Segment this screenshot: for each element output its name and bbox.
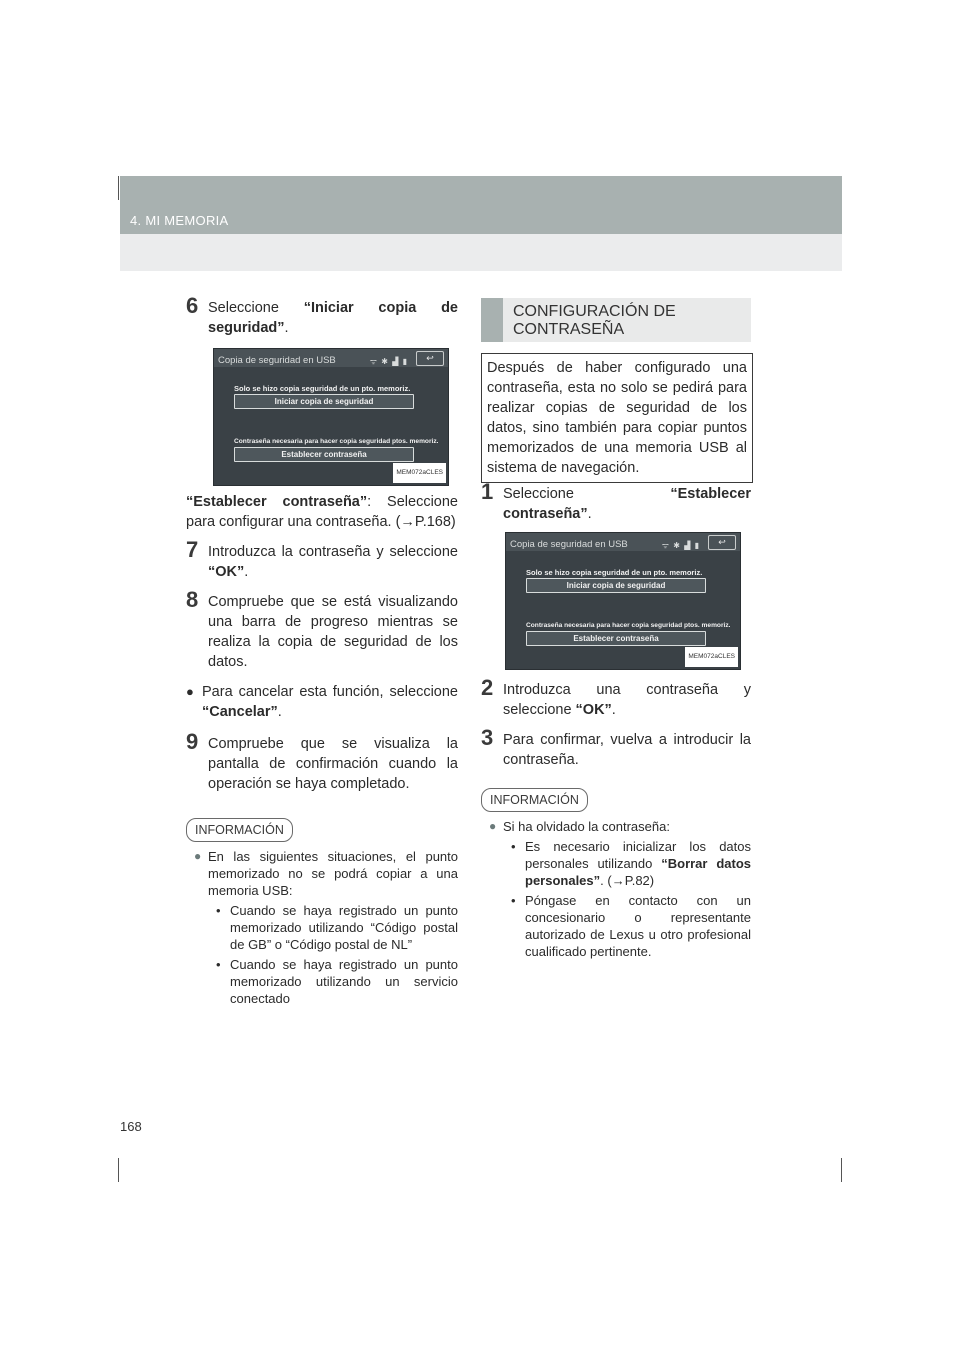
bullet-icon: ● [186,684,194,699]
step-number: 7 [186,537,199,562]
image-code: MEM072aCLES [685,647,738,667]
right-column [481,479,751,962]
step-number: 9 [186,729,199,754]
crop-mark [118,176,119,200]
step-number: 3 [481,725,494,750]
bullet-bold: “Cancelar” [202,704,278,720]
start-backup-button: Iniciar copia de seguridad [526,578,706,593]
bullet-text: Para cancelar esta función, seleccione [202,684,458,700]
info-bullet [489,818,751,960]
info-label: INFORMACIÓN [481,788,588,812]
step-3 [481,725,751,770]
step-9 [186,729,458,794]
step-bold: “OK” [575,702,612,718]
info-content [186,848,458,1007]
step-number: 2 [481,675,494,700]
step-1 [481,479,751,524]
step-text: . [587,506,592,522]
set-password-button: Establecer contraseña [234,447,414,462]
section-heading [481,298,751,342]
info-bullet [194,848,458,1007]
back-icon: ↩ [416,351,444,366]
step-text: Introduzca una contraseña y seleccione [503,682,751,718]
info-sub-text: Es necesario inicializar los datos personales utilizando [525,839,751,871]
section-tab [481,298,503,342]
start-backup-button: Iniciar copia de seguridad [234,394,414,409]
screen-message: Contraseña necesaria para hacer copia seguridad ptos. memoriz. [526,622,731,629]
page-number: 168 [120,1119,142,1134]
info-sub-text: Cuando se haya registrado un punto memorizado utilizando un servicio conectado [230,957,458,1006]
section-intro: Después de haber configurado una contraseña, esta no solo se pedirá para realizar copias de seguridad de los datos, sino también para copiar puntos memorizados de una memoria USB al sistema de navegación. [481,353,753,483]
step-text: Seleccione [208,300,304,316]
screenshot-backup [213,348,449,486]
screen-message: Solo se hizo copia seguridad de un pto. memoriz. [526,568,703,577]
bullet-icon: ● [194,849,202,863]
screen-title: Copia de seguridad en USB [218,355,336,366]
step-text: Para confirmar, vuelva a introducir la contraseña. [503,732,751,768]
status-icons: ᯤ ✱ ▟ ▮ [369,357,408,366]
page-header [120,176,842,271]
info-sub-item [503,838,751,889]
section-title: CONFIGURACIÓN DE CONTRASEÑA [513,303,676,338]
screen-message: Contraseña necesaria para hacer copia seguridad ptos. memoriz. [234,438,439,445]
info-sub-text: Cuando se haya registrado un punto memorizado utilizando “Código postal de GB” o “Código postal de NL” [230,903,458,952]
screen-title-bar [214,349,448,367]
step-text: Introduzca la contraseña y seleccione [208,544,458,560]
crop-mark [841,1158,842,1182]
left-column [186,293,458,1009]
sub-bullet-icon: • [511,839,516,854]
info-block [186,818,458,1007]
image-code: MEM072aCLES [393,463,446,483]
step-bold: “OK” [208,564,245,580]
step-number: 1 [481,479,494,504]
header-bar [120,176,842,234]
screen-title: Copia de seguridad en USB [510,539,628,550]
step-text: Compruebe que se está visualizando una barra de progreso mientras se realiza la copia de seguridad de los datos. [208,594,458,670]
step-number: 8 [186,587,199,612]
note-bold: “Establecer contraseña” [186,494,368,510]
step-text: Seleccione [503,486,671,502]
option-note [186,492,458,532]
info-text: Si ha olvidado la contraseña: [503,819,670,834]
sub-bullet-icon: • [216,903,221,918]
sub-bullet-icon: • [511,893,516,908]
set-password-button: Establecer contraseña [526,631,706,646]
step-bold: “Iniciar copia de seguridad” [208,300,458,336]
back-icon: ↩ [708,535,736,550]
info-content [481,818,751,960]
note-text: : Seleccione para configurar una contraseña. (→P.168) [186,494,458,530]
info-sub-bold: “Borrar datos personales” [525,856,751,888]
step-6 [186,293,458,338]
cancel-bullet [186,682,458,722]
info-sub-item [208,956,458,1007]
step-7 [186,537,458,582]
bullet-icon: ● [489,819,497,833]
info-sub-item [208,902,458,953]
step-text: . [611,702,616,718]
chapter-title: 4. MI MEMORIA [130,213,229,228]
info-sub-text: . (→P.82) [600,873,655,888]
step-bold: “Establecer contraseña” [503,486,751,522]
crop-mark [118,1158,119,1182]
info-sub-item [503,892,751,960]
sub-bullet-icon: • [216,957,221,972]
step-text: . [244,564,249,580]
screen-message: Solo se hizo copia seguridad de un pto. memoriz. [234,384,411,393]
screen-title-bar [506,533,740,551]
status-icons: ᯤ ✱ ▟ ▮ [661,541,700,550]
info-text: En las siguientes situaciones, el punto memorizado no se podrá copiar a una memoria USB: [208,849,458,898]
info-sub-text: Póngase en contacto con un concesionario o representante autorizado de Lexus u otro profesional cualificado pertinente. [525,893,751,959]
step-number: 6 [186,293,199,318]
bullet-text: . [277,704,282,720]
step-2 [481,675,751,720]
screenshot-password [505,532,741,670]
info-block [481,788,751,960]
step-text: Compruebe que se visualiza la pantalla de confirmación cuando la operación se haya completado. [208,736,458,792]
step-8 [186,587,458,672]
step-text: . [284,320,289,336]
info-label: INFORMACIÓN [186,818,293,842]
